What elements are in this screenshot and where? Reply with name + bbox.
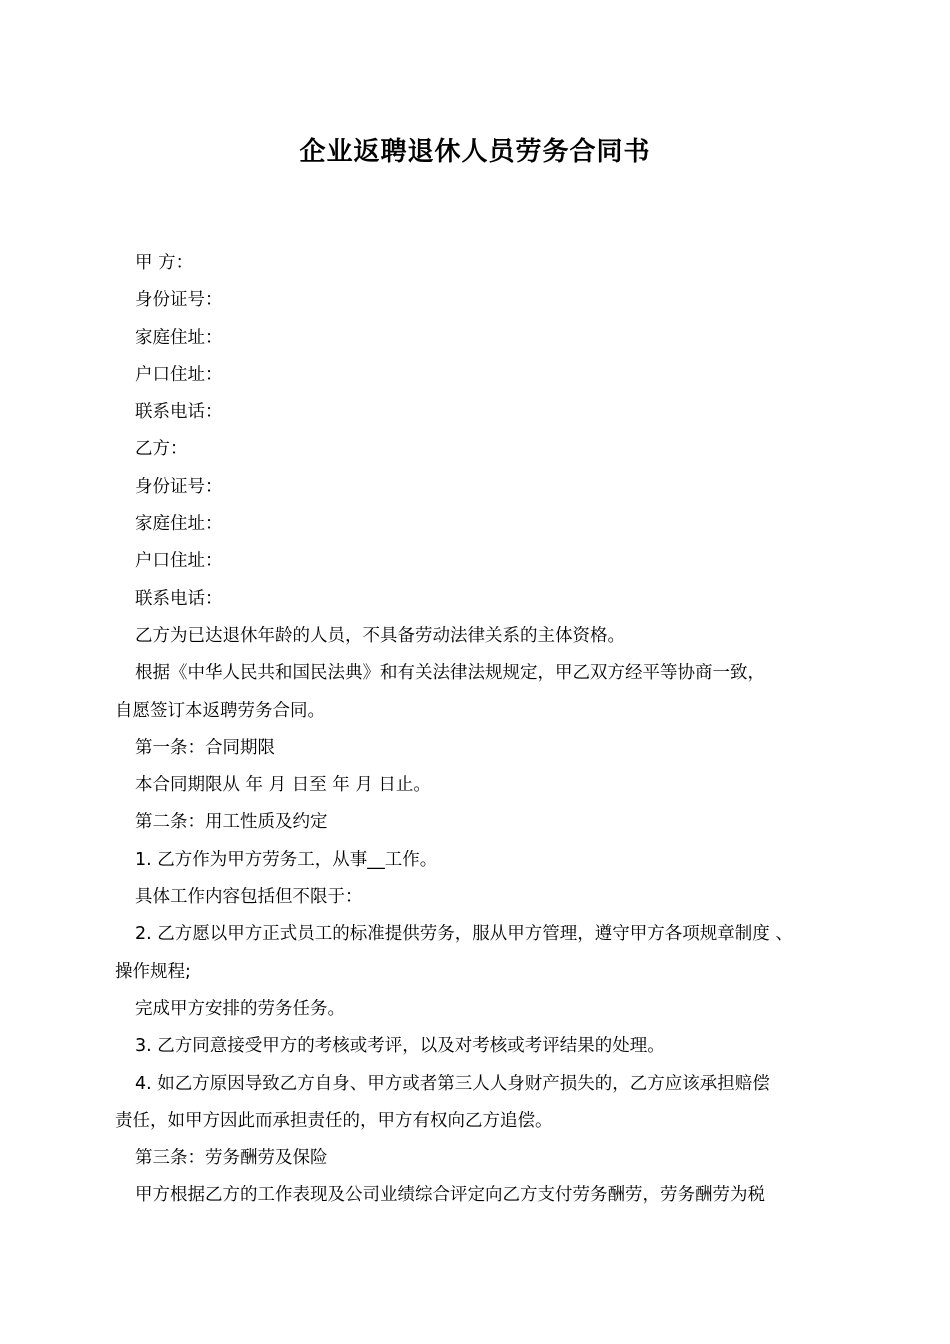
document-body [115, 245, 850, 1215]
party-a-label: 甲 方： [135, 253, 194, 273]
paragraph-line: 操作规程; [115, 961, 191, 982]
party-b-phone: 联系电话： [135, 588, 223, 609]
paragraph-line: 4. 如乙方原因导致乙方自身、甲方或者第三人人身财产损失的，乙方应该承担赔偿 [135, 1073, 770, 1094]
article-heading: 第一条：合同期限 [135, 737, 275, 758]
paragraph-line: 具体工作内容包括但不限于： [135, 887, 363, 908]
paragraph-line: 自愿签订本返聘劳务合同。 [115, 700, 325, 721]
paragraph-line: 责任，如甲方因此而承担责任的，甲方有权向乙方追偿。 [115, 1110, 553, 1131]
paragraph-line: 乙方为已达退休年龄的人员，不具备劳动法律关系的主体资格。 [135, 625, 625, 646]
paragraph-line: 1. 乙方作为甲方劳务工，从事__工作。 [135, 849, 438, 870]
party-b-id-number: 身份证号： [135, 476, 223, 497]
document-title: 企业返聘退休人员劳务合同书 [299, 137, 651, 167]
party-b-home-address: 家庭住址： [135, 514, 223, 535]
paragraph-line: 根据《中华人民共和国民法典》和有关法律法规规定，甲乙双方经平等协商一致， [135, 663, 765, 684]
paragraph-line: 完成甲方安排的劳务任务。 [135, 998, 345, 1019]
paragraph-line: 3. 乙方同意接受甲方的考核或考评，以及对考核或考评结果的处理。 [135, 1036, 665, 1057]
article-heading: 第二条：用工性质及约定 [135, 812, 328, 833]
party-a-registered-address: 户口住址： [135, 364, 223, 385]
party-a-home-address: 家庭住址： [135, 327, 223, 348]
paragraph-line: 本合同期限从 年 月 日至 年 月 日止。 [135, 775, 431, 796]
party-b-registered-address: 户口住址： [135, 551, 223, 572]
paragraph-line: 2. 乙方愿以甲方正式员工的标准提供劳务，服从甲方管理，遵守甲方各项规章制度 、 [135, 924, 793, 945]
article-heading: 第三条：劳务酬劳及保险 [135, 1148, 328, 1169]
party-a-id-number: 身份证号： [135, 290, 223, 311]
party-a-phone: 联系电话： [135, 402, 223, 423]
paragraph-line: 甲方根据乙方的工作表现及公司业绩综合评定向乙方支付劳务酬劳，劳务酬劳为税 [135, 1185, 765, 1206]
party-b-label: 乙方： [135, 439, 188, 460]
